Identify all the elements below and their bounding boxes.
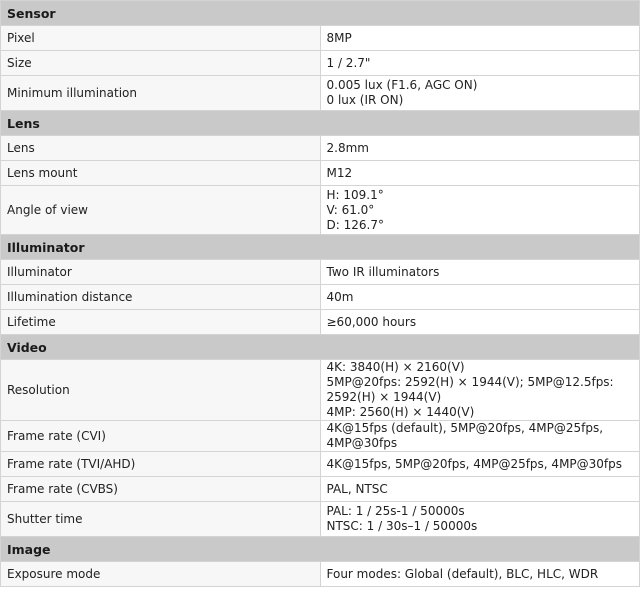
spec-label: Angle of view xyxy=(1,186,321,235)
spec-value xyxy=(320,76,640,111)
spec-label: Pixel xyxy=(1,26,321,51)
spec-value xyxy=(320,51,640,76)
spec-value-line: 40m xyxy=(326,289,354,304)
spec-value-line: H: 109.1° xyxy=(326,187,384,202)
spec-value xyxy=(320,260,640,285)
spec-value-line: 4MP: 2560(H) × 1440(V) xyxy=(326,405,475,419)
spec-value-line: 0 lux (IR ON) xyxy=(326,93,404,107)
spec-row-shutter-time xyxy=(1,502,640,537)
spec-value-line: 1 / 2.7" xyxy=(326,55,371,70)
section-title: Image xyxy=(1,537,640,562)
spec-label: Lens mount xyxy=(1,161,321,186)
spec-row-pixel xyxy=(1,26,640,51)
spec-value xyxy=(320,310,640,335)
spec-label: Frame rate (TVI/AHD) xyxy=(1,452,321,477)
spec-value xyxy=(320,502,640,537)
spec-value-line: 4K@15fps (default), 5MP@20fps, 4MP@25fps, 4MP@30fps xyxy=(326,421,604,450)
spec-row-angle-of-view xyxy=(1,186,640,235)
spec-value-line: M12 xyxy=(326,165,353,180)
spec-label: Exposure mode xyxy=(1,562,321,587)
spec-value xyxy=(320,562,640,587)
spec-value-line: Two IR illuminators xyxy=(326,264,440,279)
spec-value xyxy=(320,285,640,310)
spec-value-line: V: 61.0° xyxy=(326,202,375,217)
spec-label: Lens xyxy=(1,136,321,161)
spec-value-line: 2.8mm xyxy=(326,140,369,155)
spec-label: Illumination distance xyxy=(1,285,321,310)
spec-row-frame-rate-cvi xyxy=(1,421,640,452)
spec-label: Minimum illumination xyxy=(1,76,321,111)
spec-row-illumination-distance xyxy=(1,285,640,310)
spec-row-lifetime xyxy=(1,310,640,335)
spec-value-line: PAL: 1 / 25s-1 / 50000s xyxy=(326,504,465,518)
spec-table-body xyxy=(1,1,640,587)
section-header-video xyxy=(1,335,640,360)
spec-label: Resolution xyxy=(1,360,321,421)
spec-row-lens-mount xyxy=(1,161,640,186)
spec-value-line: 0.005 lux (F1.6, AGC ON) xyxy=(326,78,478,92)
spec-value xyxy=(320,161,640,186)
spec-row-lens xyxy=(1,136,640,161)
spec-row-minimum-illumination xyxy=(1,76,640,111)
spec-value xyxy=(320,421,640,452)
spec-label: Frame rate (CVBS) xyxy=(1,477,321,502)
spec-value-line: NTSC: 1 / 30s–1 / 50000s xyxy=(326,519,478,533)
section-title: Illuminator xyxy=(1,235,640,260)
section-title: Lens xyxy=(1,111,640,136)
spec-value-line: 5MP@20fps: 2592(H) × 1944(V); 5MP@12.5fps: 2592(H) × 1944(V) xyxy=(326,375,614,404)
spec-value xyxy=(320,136,640,161)
spec-label: Illuminator xyxy=(1,260,321,285)
spec-value xyxy=(320,26,640,51)
spec-row-resolution xyxy=(1,360,640,421)
spec-label: Lifetime xyxy=(1,310,321,335)
spec-label: Frame rate (CVI) xyxy=(1,421,321,452)
spec-value-line: Four modes: Global (default), BLC, HLC, WDR xyxy=(326,566,599,581)
section-header-illuminator xyxy=(1,235,640,260)
section-title: Video xyxy=(1,335,640,360)
spec-row-illuminator xyxy=(1,260,640,285)
spec-value xyxy=(320,452,640,477)
spec-label: Size xyxy=(1,51,321,76)
spec-value-line: PAL, NTSC xyxy=(326,481,388,496)
spec-value xyxy=(320,477,640,502)
spec-value xyxy=(320,360,640,421)
spec-label: Shutter time xyxy=(1,502,321,537)
spec-row-frame-rate-cvbs xyxy=(1,477,640,502)
section-header-lens xyxy=(1,111,640,136)
spec-value-line: 4K@15fps, 5MP@20fps, 4MP@25fps, 4MP@30fps xyxy=(326,456,623,471)
spec-value-line: ≥60,000 hours xyxy=(326,314,417,329)
spec-row-frame-rate-tvi-ahd xyxy=(1,452,640,477)
spec-row-exposure-mode xyxy=(1,562,640,587)
section-title: Sensor xyxy=(1,1,640,26)
section-header-image xyxy=(1,537,640,562)
spec-value-line: 4K: 3840(H) × 2160(V) xyxy=(326,360,465,374)
section-header-sensor xyxy=(1,1,640,26)
spec-row-size xyxy=(1,51,640,76)
spec-value-line: 8MP xyxy=(326,30,352,45)
spec-value xyxy=(320,186,640,235)
spec-value-line: D: 126.7° xyxy=(326,217,384,232)
